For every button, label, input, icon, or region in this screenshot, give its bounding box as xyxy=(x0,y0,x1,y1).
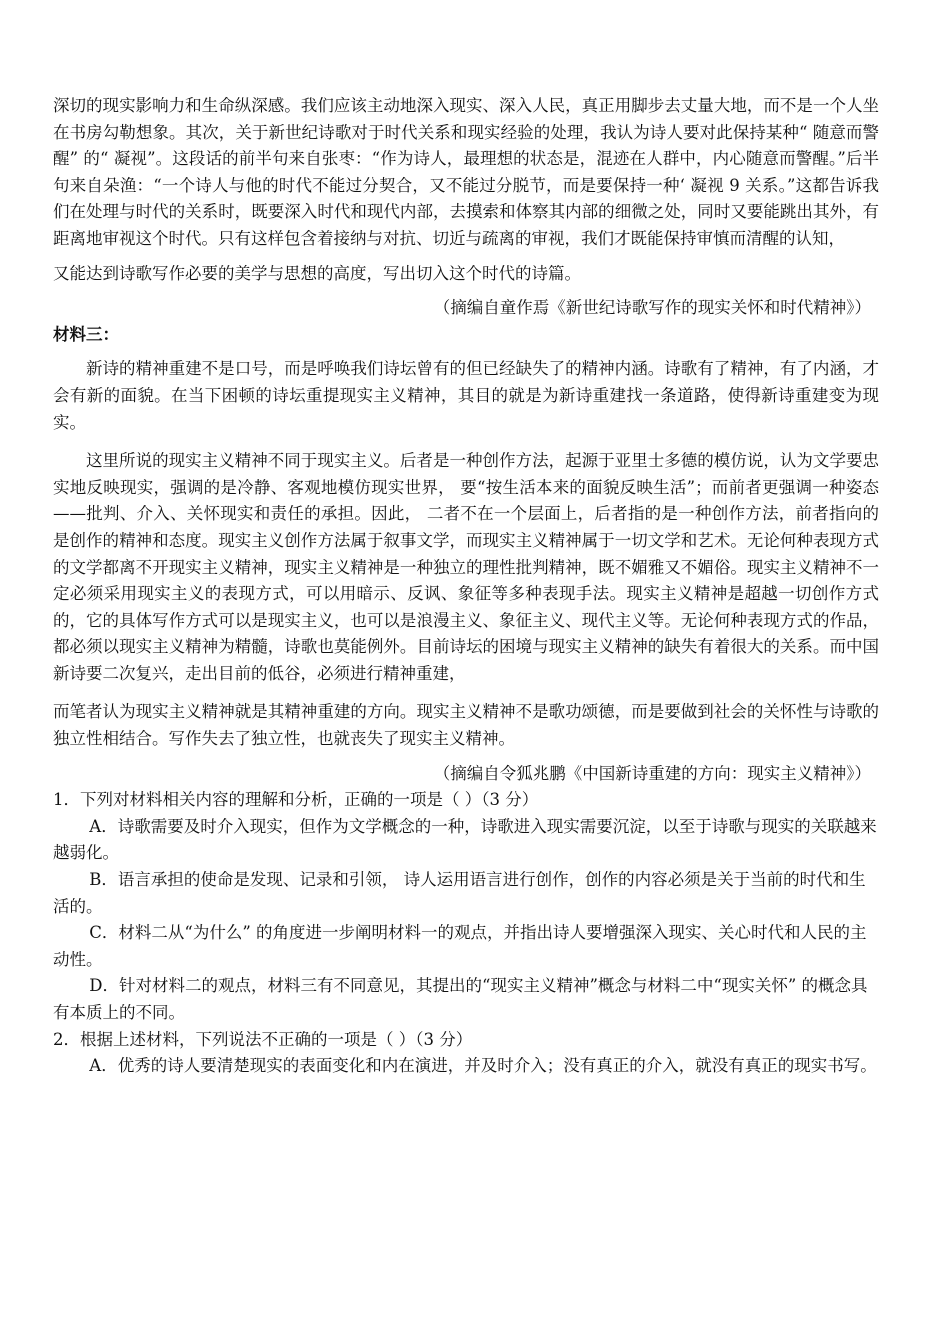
question-1-option-b: B．语言承担的使命是发现、记录和引领， 诗人运用语言进行创作，创作的内容必须是关于当前的时代和生活的。 xyxy=(53,870,866,916)
material2-paragraph-end: 又能达到诗歌写作必要的美学与思想的高度，写出切入这个时代的诗篇。 xyxy=(53,263,581,283)
question-2-stem: 2．根据上述材料，下列说法不正确的一项是（ ）（3 分） xyxy=(53,1029,473,1049)
material2-source: （摘编自童作焉《新世纪诗歌写作的现实关怀和时代精神》） xyxy=(433,298,871,318)
material3-heading: 材料三： xyxy=(53,324,119,344)
material3-paragraph-1: 新诗的精神重建不是口号，而是呼唤我们诗坛曾有的但已经缺失了的精神内涵。诗歌有了精神，有了内涵，才会有新的面貌。在当下困顿的诗坛重提现实主义精神，其目的就是为新诗重建找一条道路，使得新诗重建变为现实。 xyxy=(53,359,879,432)
question-1-option-a: A．诗歌需要及时介入现实，但作为文学概念的一种，诗歌进入现实需要沉淀，以至于诗歌与现实的关联越来越弱化。 xyxy=(53,816,877,863)
question-1-option-d: D．针对材料二的观点，材料三有不同意见，其提出的“现实主义精神”概念与材料二中“现实关怀” 的概念具有本质上的不同。 xyxy=(53,976,868,1022)
question-1-option-c: C．材料二从“为什么” 的角度进一步阐明材料一的观点，并指出诗人要增强深入现实、关心时代和人民的主动性。 xyxy=(53,923,867,969)
material3-source: （摘编自令狐兆鹏《中国新诗重建的方向：现实主义精神》） xyxy=(433,763,871,783)
material2-paragraph: 深切的现实影响力和生命纵深感。我们应该主动地深入现实、深入人民，真正用脚步去丈量大地，而不是一个人坐在书房勾勒想象。其次，关于新世纪诗歌对于时代关系和现实经验的处理，我认为诗人要对此保持某种“ 随意而警醒” 的“ 凝视”。这段话的前半句来自张枣：“作为诗人，最理想的状态是，混迹在人群中，内心随意而警醒。”后半句来自朵渔：“一个诗人与他的时代不能过分契合，又不能过分脱节，而是要保持一种‘ 凝视 9 关系。”这都告诉我们在处理与时代的关系时，既要深入时代和现代内部，去摸索和体察其内部的细微之处，同时又要能跳出其外，有距离地审视这个时代。只有这样包含着接纳与对抗、切近与疏离的审视，我们才既能保持审慎而清醒的认知， xyxy=(53,96,879,248)
question-2-option-a: A．优秀的诗人要清楚现实的表面变化和内在演进，并及时介入；没有真正的介入，就没有真正的现实书写。 xyxy=(89,1056,877,1076)
question-1-stem: 1．下列对材料相关内容的理解和分析，正确的一项是（ ）（3 分） xyxy=(53,790,539,810)
material3-paragraph-2: 这里所说的现实主义精神不同于现实主义。后者是一种创作方法，起源于亚里士多德的模仿说，认为文学要忠实地反映现实，强调的是冷静、客观地模仿现实世界， 要“按生活本来的面貌反映生活”；而前者更强调一种姿态——批判、介入、关怀现实和责任的承担。因此， 二者不在一个层面上，后者指的是一种创作方法，前者指向的是创作的精神和态度。现实主义创作方法属于叙事文学，而现实主义精神属于一切文学和艺术。无论何种表现方式的文学都离不开现实主义精神，现实主义精神是一种独立的理性批判精神，既不媚雅又不媚俗。现实主义精神不一定必须采用现实主义的表现方式，可以用暗示、反讽、象征等多种表现手法。现实主义精神是超越一切创作方式的，它的具体写作方式可以是现实主义，也可以是浪漫主义、象征主义、现代主义等。无论何种表现方式的作品，都必须以现实主义精神为精髓，诗歌也莫能例外。目前诗坛的困境与现实主义精神的缺失有着很大的关系。而中国新诗要二次复兴，走出目前的低谷，必须进行精神重建， xyxy=(53,451,879,683)
exam-page xyxy=(53,93,879,1080)
material3-paragraph-3: 而笔者认为现实主义精神就是其精神重建的方向。现实主义精神不是歌功颂德，而是要做到社会的关怀性与诗歌的独立性相结合。写作失去了独立性，也就丧失了现实主义精神。 xyxy=(53,702,879,749)
